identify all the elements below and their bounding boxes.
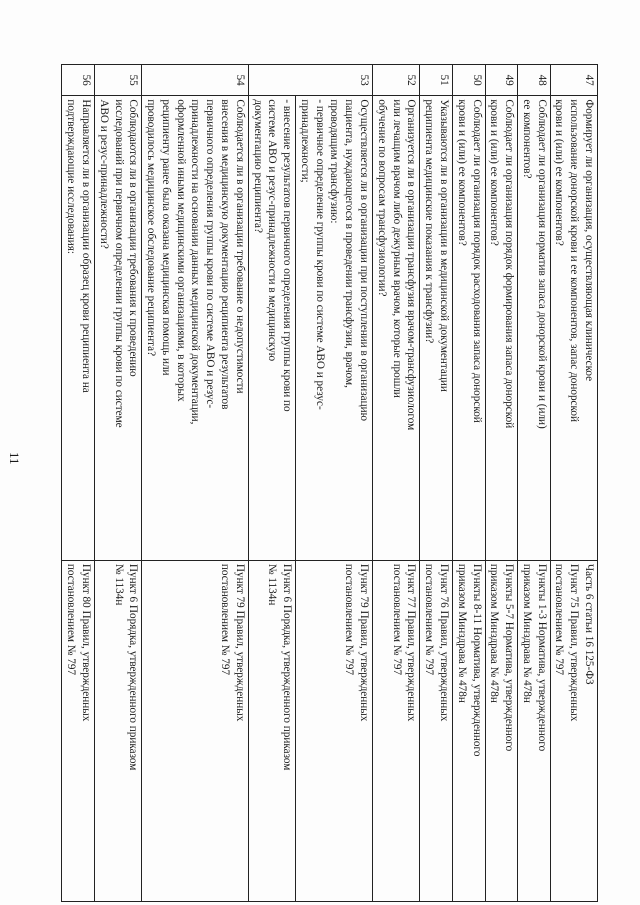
table-row bbox=[485, 65, 518, 902]
row-number: 50 bbox=[452, 65, 485, 96]
text-line: принадлежности; bbox=[298, 99, 311, 183]
text-line: реципиента медицинские показания к трансфузии? bbox=[423, 99, 436, 344]
text-line: Соблюдается ли в организации требование о недопустимости bbox=[233, 99, 246, 394]
text-line: Пункт 6 Порядка, утвержденного приказом bbox=[281, 563, 294, 771]
text-line: оформленной иными медицинскими организациями, в которых bbox=[174, 99, 187, 402]
text-line: приказом Минздрава № 478н bbox=[488, 563, 501, 703]
row-number: 47 bbox=[550, 65, 597, 96]
text-line: Указываются ли в организации в медицинской документации bbox=[437, 99, 450, 392]
table-row bbox=[518, 65, 551, 902]
text-line: приказом Минздрава № 478н bbox=[455, 563, 468, 703]
reference-cell bbox=[373, 560, 420, 901]
text-line: АВО и резус-принадлежности? bbox=[97, 99, 110, 249]
text-line: Пункты 8-11 Норматива, утвержденного bbox=[470, 563, 483, 757]
text-line: пациента, нуждающегося в проведении трансфузии, врачом, bbox=[343, 99, 356, 388]
row-number: 51 bbox=[420, 65, 453, 96]
row-number: 48 bbox=[518, 65, 551, 96]
row-number: 54 bbox=[142, 65, 248, 96]
reference-cell bbox=[248, 560, 295, 901]
question-cell bbox=[248, 96, 295, 561]
table-row bbox=[296, 65, 373, 902]
text-line: Соблюдает ли организация норматив запаса донорской крови и (или) bbox=[535, 99, 548, 429]
page-number: 11 bbox=[7, 452, 22, 465]
table-row bbox=[142, 65, 248, 902]
table-row bbox=[248, 65, 295, 902]
table-row bbox=[95, 65, 142, 902]
text-line: Формирует ли организация, осуществляющая клиническое bbox=[583, 99, 595, 382]
text-line: Пункт 77 Правил, утвержденных bbox=[405, 563, 418, 722]
table-row bbox=[452, 65, 485, 902]
question-cell bbox=[518, 96, 551, 561]
question-cell bbox=[296, 96, 373, 561]
text-line: Организуется ли в организации трансфузия врачом-трансфузиологом bbox=[405, 99, 418, 431]
text-line: - внесение результатов первичного определения группы крови по bbox=[281, 99, 294, 412]
question-cell bbox=[373, 96, 420, 561]
row-number: 53 bbox=[248, 65, 372, 96]
requirements-table bbox=[61, 64, 598, 902]
text-line: крови и (или) ее компонентов? bbox=[488, 99, 501, 246]
reference-cell bbox=[142, 560, 248, 901]
reference-cell bbox=[296, 560, 373, 901]
text-line: Пункт 6 Порядка, утвержденного приказом bbox=[127, 563, 140, 771]
text-line: - первичное определение группы крови по системе АВО и резус- bbox=[313, 99, 326, 410]
text-line: использование донорской крови и ее компонентов, запас донорской bbox=[568, 99, 581, 422]
text-line: Пункты 5-7 Норматива, утвержденного bbox=[503, 563, 516, 752]
text-line: Часть 6 статьи 16 125-ФЗ bbox=[583, 563, 595, 685]
text-line: проводящим трансфузию: bbox=[328, 99, 341, 224]
text-line: постановлением № 797 bbox=[423, 563, 436, 676]
text-line: № 1134н bbox=[266, 563, 279, 606]
table-row bbox=[550, 65, 597, 902]
question-cell bbox=[485, 96, 518, 561]
text-line: крови и (или) ее компонентов? bbox=[455, 99, 468, 246]
text-line: Соблюдает ли организация порядок расходования запаса донорской bbox=[470, 99, 483, 423]
text-line: Пункт 76 Правил, утвержденных bbox=[437, 563, 450, 722]
text-line: первичного определения группы крови по системе АВО и резус- bbox=[204, 99, 217, 409]
text-line: Пункты 1-3 Норматива, утвержденного bbox=[535, 563, 548, 752]
text-line: постановлением № 797 bbox=[65, 563, 78, 676]
text-line: исследований при первичном определении группы крови по системе bbox=[112, 99, 125, 428]
rotated-table-container bbox=[65, 64, 598, 902]
reference-cell bbox=[452, 560, 485, 901]
text-line: подтверждающие исследования: bbox=[65, 99, 78, 255]
text-line: обучение по вопросам трансфузиологии? bbox=[375, 99, 388, 297]
text-line: принадлежности на основании данных медицинской документации, bbox=[189, 99, 202, 425]
question-cell bbox=[452, 96, 485, 561]
text-line: постановлением № 797 bbox=[219, 563, 232, 676]
table-row bbox=[420, 65, 453, 902]
row-number: 52 bbox=[373, 65, 420, 96]
question-cell bbox=[142, 96, 248, 561]
reference-cell bbox=[95, 560, 142, 901]
text-line: Соблюдает ли организация порядок формирования запаса донорской bbox=[503, 99, 516, 429]
question-cell bbox=[420, 96, 453, 561]
question-cell bbox=[95, 96, 142, 561]
text-line: Пункт 75 Правил, утвержденных bbox=[568, 563, 581, 722]
table-row bbox=[62, 65, 95, 902]
text-line: Соблюдаются ли в организации требования к проведению bbox=[127, 99, 140, 377]
row-number: 49 bbox=[485, 65, 518, 96]
reference-cell bbox=[485, 560, 518, 901]
text-line: ее компонентов? bbox=[520, 99, 533, 179]
text-line: приказом Минздрава № 478н bbox=[520, 563, 533, 703]
text-line: постановлением № 797 bbox=[553, 563, 566, 676]
text-line: Направляется ли в организации образец крови реципиента на bbox=[80, 99, 92, 393]
text-line: реципиенту ранее была оказана медицинская помощь или bbox=[159, 99, 172, 376]
reference-cell bbox=[550, 560, 597, 901]
reference-cell bbox=[518, 560, 551, 901]
text-line: или лечащим врачом либо дежурным врачом, которые прошли bbox=[390, 99, 403, 398]
text-line: внесения в медицинскую документацию реципиента результатов bbox=[219, 99, 232, 410]
text-line: Пункт 79 Правил, утвержденных bbox=[358, 563, 371, 722]
text-line: № 1134н bbox=[112, 563, 125, 606]
question-cell bbox=[62, 96, 95, 561]
text-line: Пункт 80 Правил, утвержденных bbox=[80, 563, 92, 722]
text-line: постановлением № 797 bbox=[343, 563, 356, 676]
reference-cell bbox=[420, 560, 453, 901]
requirements-table-body bbox=[62, 65, 598, 902]
question-cell bbox=[550, 96, 597, 561]
text-line: крови и (или) ее компонентов? bbox=[553, 99, 566, 246]
text-line: системе АВО и резус-принадлежности в медицинскую bbox=[266, 99, 279, 362]
reference-cell bbox=[62, 560, 95, 901]
text-line: документацию реципиента? bbox=[251, 99, 264, 233]
text-line: проводилось медицинское обследование реципиента? bbox=[145, 99, 158, 357]
row-number: 55 bbox=[95, 65, 142, 96]
text-line: Пункт 79 Правил, утвержденных bbox=[233, 563, 246, 722]
text-line: Осуществляется ли в организации при поступлении в организацию bbox=[358, 99, 371, 421]
text-line: постановлением № 797 bbox=[390, 563, 403, 676]
row-number: 56 bbox=[62, 65, 95, 96]
table-row bbox=[373, 65, 420, 902]
